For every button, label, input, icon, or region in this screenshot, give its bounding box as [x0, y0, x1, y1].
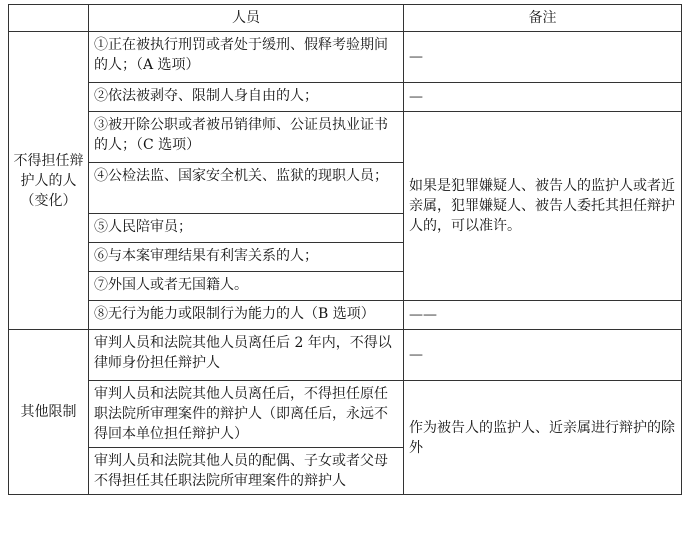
note-cell-guardian-defense: 作为被告人的监护人、近亲属进行辩护的除外 — [404, 381, 682, 495]
group-label-other: 其他限制 — [9, 330, 89, 495]
note-cell: — — [404, 32, 682, 83]
corner-cell — [9, 5, 89, 32]
table-cell: ②依法被剥夺、限制人身自由的人； — [89, 83, 404, 112]
table-cell: 审判人员和法院其他人员的配偶、子女或者父母不得担任其任职法院所审理案件的辩护人 — [89, 448, 404, 495]
header-remarks: 备注 — [404, 5, 682, 32]
table-row — [9, 83, 682, 112]
note-cell: — — [404, 330, 682, 381]
table-cell: ⑥与本案审理结果有利害关系的人； — [89, 243, 404, 272]
note-cell: — — [404, 83, 682, 112]
header-persons: 人员 — [89, 5, 404, 32]
table-cell: ⑤人民陪审员； — [89, 214, 404, 243]
table-cell: ①正在被执行刑罚或者处于缓刑、假释考验期间的人；（A 选项） — [89, 32, 404, 83]
table-cell: ④公检法监、国家安全机关、监狱的现职人员； — [89, 163, 404, 214]
table-row — [9, 381, 682, 448]
header-row — [9, 5, 682, 32]
table-cell: ⑦外国人或者无国籍人。 — [89, 272, 404, 301]
table-row — [9, 301, 682, 330]
table-cell: ⑧无行为能力或限制行为能力的人（B 选项） — [89, 301, 404, 330]
table-cell: ③被开除公职或者被吊销律师、公证员执业证书的人；（C 选项） — [89, 112, 404, 163]
table-row — [9, 32, 682, 83]
group-label-prohibited: 不得担任辩护人的人（变化） — [9, 32, 89, 330]
restrictions-table — [8, 4, 682, 495]
table-cell: 审判人员和法院其他人员离任后 2 年内，不得以律师身份担任辩护人 — [89, 330, 404, 381]
table-row — [9, 112, 682, 163]
table-cell: 审判人员和法院其他人员离任后，不得担任原任职法院所审理案件的辩护人（即离任后，永远不得回本单位担任辩护人） — [89, 381, 404, 448]
table-row — [9, 330, 682, 381]
note-cell-guardian-exception: 如果是犯罪嫌疑人、被告人的监护人或者近亲属，犯罪嫌疑人、被告人委托其担任辩护人的，可以准许。 — [404, 112, 682, 301]
note-cell: —— — [404, 301, 682, 330]
